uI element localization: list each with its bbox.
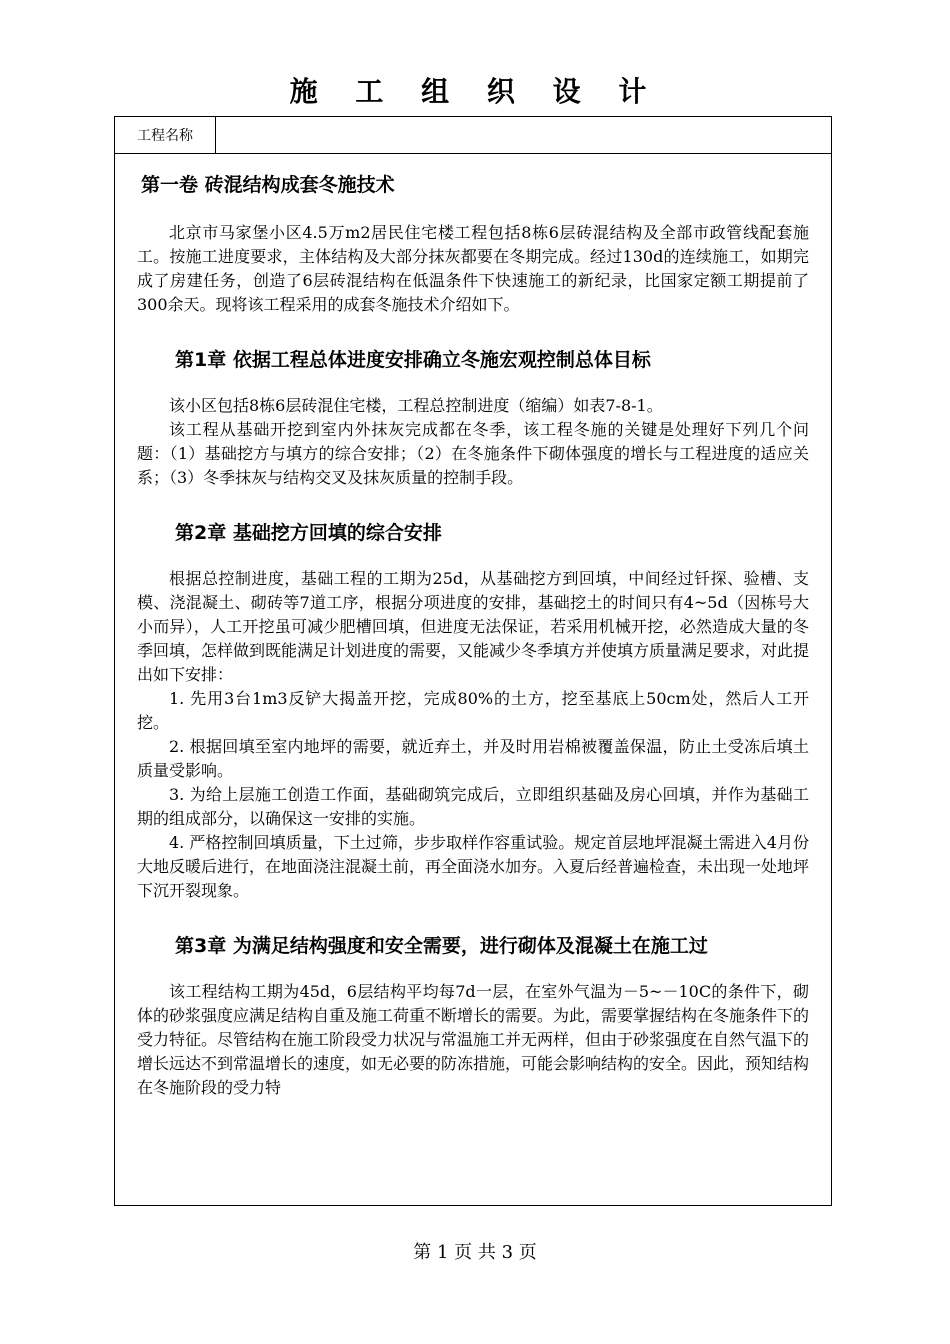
document-title: 施 工 组 织 设 计 bbox=[289, 75, 661, 108]
list-item: 4. 严格控制回填质量，下土过筛，步步取样作容重试验。规定首层地坪混凝土需进入4月份大地反暖后进行，在地面浇注混凝土前，再全面浇水加夯。入夏后经普遍检查，未出现一处地坪下沉开裂现象。 bbox=[137, 833, 810, 900]
paragraph: 根据总控制进度，基础工程的工期为25d，从基础挖方到回填，中间经过钎探、验槽、支模、浇混凝土、砌砖等7道工序，根据分项进度的安排，基础挖土的时间只有4~5d（因栋号大小而异），人工开挖虽可减少肥槽回填，但进度无法保证，若采用机械开挖，必然造成大量的冬季回填，怎样做到既能满足计划进度的需要，又能减少冬季填方并使填方质量满足要求，对此提出如下安排： bbox=[137, 569, 810, 684]
intro-paragraph: 北京市马家堡小区4.5万m2居民住宅楼工程包括8栋6层砖混结构及全部市政管线配套施工。按施工进度要求，主体结构及大部分抹灰都要在冬期完成。经过130d的连续施工，如期完成了房建任务，创造了6层砖混结构在低温条件下快速施工的新纪录，比国家定额工期提前了300余天。现将该工程采用的成套冬施技术介绍如下。 bbox=[137, 223, 809, 314]
project-name-row bbox=[115, 117, 831, 154]
paragraph: 该小区包括8栋6层砖混住宅楼，工程总控制进度（缩编）如表7-8-1。 bbox=[169, 396, 663, 415]
list-item: 1. 先用3台1m3反铲大揭盖开挖，完成80%的土方，挖至基底上50cm处，然后人工开挖。 bbox=[137, 689, 809, 732]
paragraph: 该工程结构工期为45d，6层结构平均每7d一层，在室外气温为－5~－10C的条件下，砌体的砂浆强度应满足结构自重及施工荷重不断增长的需要。为此，需要掌握结构在冬施条件下的受力特征。尽管结构在施工阶段受力状况与常温施工并无两样，但由于砂浆强度在自然气温下的增长远达不到常温增长的速度，如无必要的防冻措施，可能会影响结构的安全。因此，预知结构在冬施阶段的受力特 bbox=[137, 982, 810, 1097]
document-content bbox=[115, 154, 831, 1100]
list-item: 2. 根据回填至室内地坪的需要，就近弃土，并及时用岩棉被覆盖保温，防止土受冻后填土质量受影响。 bbox=[137, 737, 809, 780]
project-name-label: 工程名称 bbox=[115, 117, 216, 153]
chapter-2-heading: 第2章 基础挖方回填的综合安排 bbox=[175, 522, 442, 544]
chapter-1-heading: 第1章 依据工程总体进度安排确立冬施宏观控制总体目标 bbox=[175, 349, 651, 371]
volume-heading: 第一卷 砖混结构成套冬施技术 bbox=[141, 174, 395, 196]
document-frame bbox=[114, 116, 832, 1206]
chapter-3-heading: 第3章 为满足结构强度和安全需要，进行砌体及混凝土在施工过 bbox=[175, 935, 708, 957]
project-name-value bbox=[216, 117, 831, 153]
paragraph: 该工程从基础开挖到室内外抹灰完成都在冬季，该工程冬施的关键是处理好下列几个问题：（1）基础挖方与填方的综合安排；（2）在冬施条件下砌体强度的增长与工程进度的适应关系；（3）冬季抹灰与结构交叉及抹灰质量的控制手段。 bbox=[137, 420, 809, 487]
page-number: 第 1 页 共 3 页 bbox=[413, 1242, 537, 1263]
list-item: 3. 为给上层施工创造工作面，基础砌筑完成后，立即组织基础及房心回填，并作为基础工期的组成部分，以确保这一安排的实施。 bbox=[137, 785, 809, 828]
